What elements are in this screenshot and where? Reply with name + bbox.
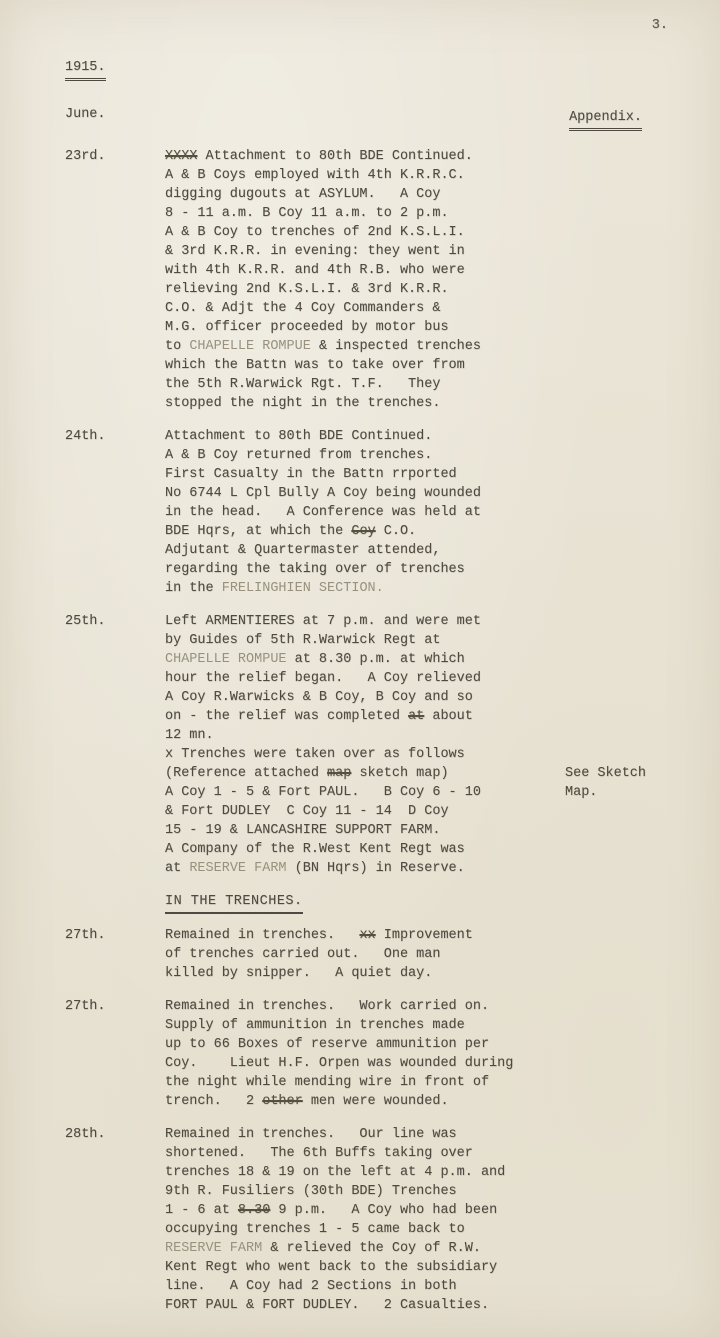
entry-line <box>165 1035 720 1054</box>
page-number: 3. <box>651 18 668 33</box>
entry-line <box>165 1054 720 1073</box>
entry-line <box>165 318 720 337</box>
struck-text: xx <box>359 928 376 943</box>
entry-line <box>165 446 720 465</box>
entry-line <box>165 859 720 878</box>
entry-date: 25th. <box>65 614 106 629</box>
entry-line <box>165 579 720 598</box>
text-segment: First Casualty in the Battn rrported <box>165 467 457 482</box>
text-segment: hour the relief began. A Coy relieved <box>165 671 481 686</box>
entry-line <box>165 1239 720 1258</box>
entry-line <box>165 945 720 964</box>
struck-text: Coy <box>351 524 376 539</box>
entry-line <box>165 1163 720 1182</box>
text-segment: Adjutant & Quartermaster attended, <box>165 543 441 558</box>
entry-line <box>165 745 720 764</box>
entry-line <box>165 688 720 707</box>
text-segment: trenches 18 & 19 on the left at 4 p.m. and <box>165 1165 506 1180</box>
entry-line <box>165 185 720 204</box>
entry-body <box>165 147 720 413</box>
text-segment: 12 mn. <box>165 728 214 743</box>
struck-text: XXXX <box>165 149 198 164</box>
text-segment: by Guides of 5th R.Warwick Regt at <box>165 633 441 648</box>
margin-note: See Sketch <box>565 766 647 781</box>
text-segment: occupying trenches 1 - 5 came back to <box>165 1222 465 1237</box>
subheader-row <box>65 105 720 128</box>
text-segment: which the Battn was to take over from <box>165 358 465 373</box>
text-segment: at <box>165 861 190 876</box>
entry-line <box>165 764 720 783</box>
text-segment: M.G. officer proceeded by motor bus <box>165 320 449 335</box>
entry-line <box>165 299 720 318</box>
entry-line <box>165 612 720 631</box>
text-segment: with 4th K.R.R. and 4th R.B. who were <box>165 263 465 278</box>
entry-line <box>165 522 720 541</box>
faded-text: CHAPELLE ROMPUE <box>165 652 287 667</box>
entry-body <box>165 926 720 983</box>
entry-line <box>165 280 720 299</box>
entry-line <box>165 1258 720 1277</box>
text-segment: Kent Regt who went back to the subsidiary <box>165 1260 498 1275</box>
entry-line <box>165 1220 720 1239</box>
text-segment: line. A Coy had 2 Sections in both <box>165 1279 457 1294</box>
entry-line <box>165 707 720 726</box>
margin-note: Map. <box>565 785 598 800</box>
entry-line <box>165 337 720 356</box>
text-segment: Left ARMENTIERES at 7 p.m. and were met <box>165 614 481 629</box>
entry-line <box>165 223 720 242</box>
entry-line <box>165 465 720 484</box>
text-segment: to <box>165 339 190 354</box>
diary-entry <box>65 612 720 878</box>
entry-line <box>165 394 720 413</box>
entry-line <box>165 541 720 560</box>
entry-line <box>165 242 720 261</box>
entry-date: 27th. <box>65 928 106 943</box>
text-segment: about <box>424 709 473 724</box>
struck-text: other <box>262 1094 303 1109</box>
text-segment: shortened. The 6th Buffs taking over <box>165 1146 473 1161</box>
entry-line <box>165 560 720 579</box>
text-segment: in the head. A Conference was held at <box>165 505 481 520</box>
text-segment: A Company of the R.West Kent Regt was <box>165 842 465 857</box>
text-segment: at 8.30 p.m. at which <box>286 652 465 667</box>
entry-line <box>165 1073 720 1092</box>
text-segment: on - the relief was completed <box>165 709 409 724</box>
entry-body <box>165 427 720 598</box>
text-segment: No 6744 L Cpl Bully A Coy being wounded <box>165 486 481 501</box>
text-segment: C.O. & Adjt the 4 Coy Commanders & <box>165 301 441 316</box>
entry-line <box>165 204 720 223</box>
diary-entry <box>65 147 720 413</box>
text-segment: relieving 2nd K.S.L.I. & 3rd K.R.R. <box>165 282 449 297</box>
entry-line <box>165 1182 720 1201</box>
text-segment: & 3rd K.R.R. in evening: they went in <box>165 244 465 259</box>
entry-line <box>165 783 720 802</box>
text-segment: & Fort DUDLEY C Coy 11 - 14 D Coy <box>165 804 449 819</box>
text-segment: regarding the taking over of trenches <box>165 562 465 577</box>
text-segment: 9 p.m. A Coy who had been <box>270 1203 498 1218</box>
text-segment: Attachment to 80th BDE Continued. <box>197 149 473 164</box>
entry-line <box>165 503 720 522</box>
text-segment: A & B Coy returned from trenches. <box>165 448 433 463</box>
entry-date: 24th. <box>65 429 106 444</box>
entry-line <box>165 669 720 688</box>
faded-text: RESERVE FARM <box>165 1241 263 1256</box>
text-segment: digging dugouts at ASYLUM. A Coy <box>165 187 441 202</box>
entry-line <box>165 1016 720 1035</box>
text-segment: & inspected trenches <box>310 339 481 354</box>
diary-entries <box>65 147 720 1315</box>
entry-line <box>165 926 720 945</box>
diary-entry <box>65 926 720 983</box>
faded-text: RESERVE FARM <box>189 861 287 876</box>
text-segment: A Coy 1 - 5 & Fort PAUL. B Coy 6 - 10 <box>165 785 481 800</box>
faded-text: FRELINGHIEN SECTION. <box>221 581 384 596</box>
section-heading: IN THE TRENCHES. <box>165 892 303 914</box>
text-segment: 1 - 6 at <box>165 1203 238 1218</box>
entry-line <box>165 650 720 669</box>
entry-line <box>165 802 720 821</box>
entry-date: 28th. <box>65 1127 106 1142</box>
text-segment: 8 - 11 a.m. B Coy 11 a.m. to 2 p.m. <box>165 206 449 221</box>
year-row <box>65 58 720 81</box>
entry-line <box>165 840 720 859</box>
appendix-label: Appendix. <box>569 108 642 131</box>
text-segment: Attachment to 80th BDE Continued. <box>165 429 433 444</box>
entry-line <box>165 484 720 503</box>
entry-date: 23rd. <box>65 149 106 164</box>
entry-line <box>165 147 720 166</box>
entry-date: 27th. <box>65 999 106 1014</box>
text-segment: Remained in trenches. Work carried on. <box>165 999 490 1014</box>
text-segment: sketch map) <box>351 766 449 781</box>
text-segment: killed by snipper. A quiet day. <box>165 966 433 981</box>
entry-line <box>165 261 720 280</box>
diary-entry <box>65 427 720 598</box>
text-segment: the 5th R.Warwick Rgt. T.F. They <box>165 377 441 392</box>
diary-entry <box>65 997 720 1111</box>
section-heading-row <box>165 892 720 914</box>
struck-text: at <box>408 709 425 724</box>
text-segment: (Reference attached <box>165 766 328 781</box>
text-segment: FORT PAUL & FORT DUDLEY. 2 Casualties. <box>165 1298 490 1313</box>
text-segment: up to 66 Boxes of reserve ammunition per <box>165 1037 490 1052</box>
struck-text: map <box>327 766 352 781</box>
text-segment: (BN Hqrs) in Reserve. <box>286 861 465 876</box>
text-segment: Coy. Lieut H.F. Orpen was wounded during <box>165 1056 514 1071</box>
text-segment: stopped the night in the trenches. <box>165 396 441 411</box>
text-segment: Supply of ammunition in trenches made <box>165 1018 465 1033</box>
faded-text: CHAPELLE ROMPUE <box>189 339 311 354</box>
entry-line <box>165 427 720 446</box>
text-segment: men were wounded. <box>302 1094 449 1109</box>
text-segment: trench. 2 <box>165 1094 263 1109</box>
entry-line <box>165 1277 720 1296</box>
text-segment: BDE Hqrs, at which the <box>165 524 352 539</box>
year-heading: 1915. <box>65 58 106 81</box>
text-segment: A & B Coys employed with 4th K.R.R.C. <box>165 168 465 183</box>
entry-body <box>165 612 720 878</box>
entry-line <box>165 821 720 840</box>
text-segment: A Coy R.Warwicks & B Coy, B Coy and so <box>165 690 473 705</box>
entry-line <box>165 1092 720 1111</box>
entry-body <box>165 997 720 1111</box>
text-segment: 9th R. Fusiliers (30th BDE) Trenches <box>165 1184 457 1199</box>
entry-line <box>165 375 720 394</box>
struck-text: 8.30 <box>237 1203 271 1218</box>
text-segment: A & B Coy to trenches of 2nd K.S.L.I. <box>165 225 465 240</box>
entry-line <box>165 166 720 185</box>
text-segment: Improvement <box>375 928 473 943</box>
text-segment: 15 - 19 & LANCASHIRE SUPPORT FARM. <box>165 823 441 838</box>
entry-line <box>165 1125 720 1144</box>
text-segment: Remained in trenches. Our line was <box>165 1127 457 1142</box>
text-segment: of trenches carried out. One man <box>165 947 441 962</box>
entry-line <box>165 1201 720 1220</box>
month-label: June. <box>65 107 106 122</box>
entry-line <box>165 997 720 1016</box>
entry-line <box>165 356 720 375</box>
text-segment: the night while mending wire in front of <box>165 1075 490 1090</box>
entry-line <box>165 1144 720 1163</box>
text-segment: C.O. <box>375 524 417 539</box>
text-segment: x Trenches were taken over as follows <box>165 747 465 762</box>
entry-body <box>165 1125 720 1315</box>
entry-line <box>165 964 720 983</box>
diary-entry <box>65 1125 720 1315</box>
entry-line <box>165 631 720 650</box>
entry-line <box>165 726 720 745</box>
text-segment: in the <box>165 581 222 596</box>
entry-line <box>165 1296 720 1315</box>
text-segment: Remained in trenches. <box>165 928 360 943</box>
text-segment: & relieved the Coy of R.W. <box>262 1241 481 1256</box>
